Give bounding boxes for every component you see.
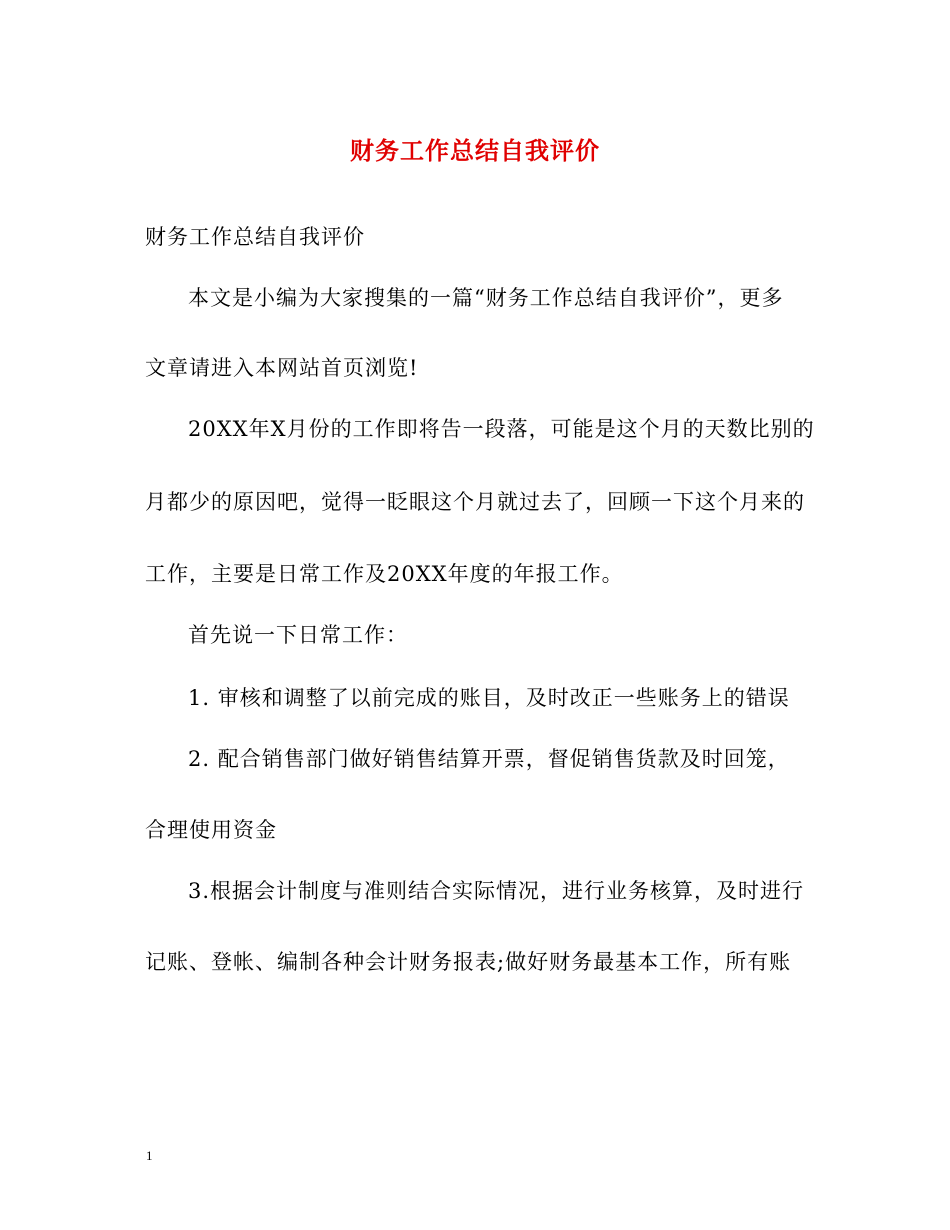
document-subtitle: 财务工作总结自我评价 <box>145 225 365 249</box>
paragraph-line: 合理使用资金 <box>145 818 277 842</box>
paragraph-line: 本文是小编为大家搜集的一篇“财务工作总结自我评价”，更多 <box>188 286 784 310</box>
paragraph-line: 文章请进入本网站首页浏览! <box>145 356 419 380</box>
document-title: 财务工作总结自我评价 <box>350 136 600 165</box>
page-number: 1 <box>146 1148 153 1163</box>
list-item: 3.根据会计制度与准则结合实际情况，进行业务核算，及时进行 <box>188 879 805 903</box>
paragraph-line: 工作，主要是日常工作及20XX年度的年报工作。 <box>145 562 624 586</box>
paragraph-line: 首先说一下日常工作： <box>188 623 408 647</box>
paragraph-line: 月都少的原因吧，觉得一眨眼这个月就过去了，回顾一下这个月来的 <box>145 490 805 514</box>
list-item: 2. 配合销售部门做好销售结算开票，督促销售货款及时回笼， <box>188 747 790 771</box>
paragraph-line: 记账、登帐、编制各种会计财务报表;做好财务最基本工作，所有账 <box>145 950 792 974</box>
list-item: 1. 审核和调整了以前完成的账目，及时改正一些账务上的错误 <box>188 686 790 710</box>
paragraph-line: 20XX年X月份的工作即将告一段落，可能是这个月的天数比别的 <box>188 417 815 441</box>
